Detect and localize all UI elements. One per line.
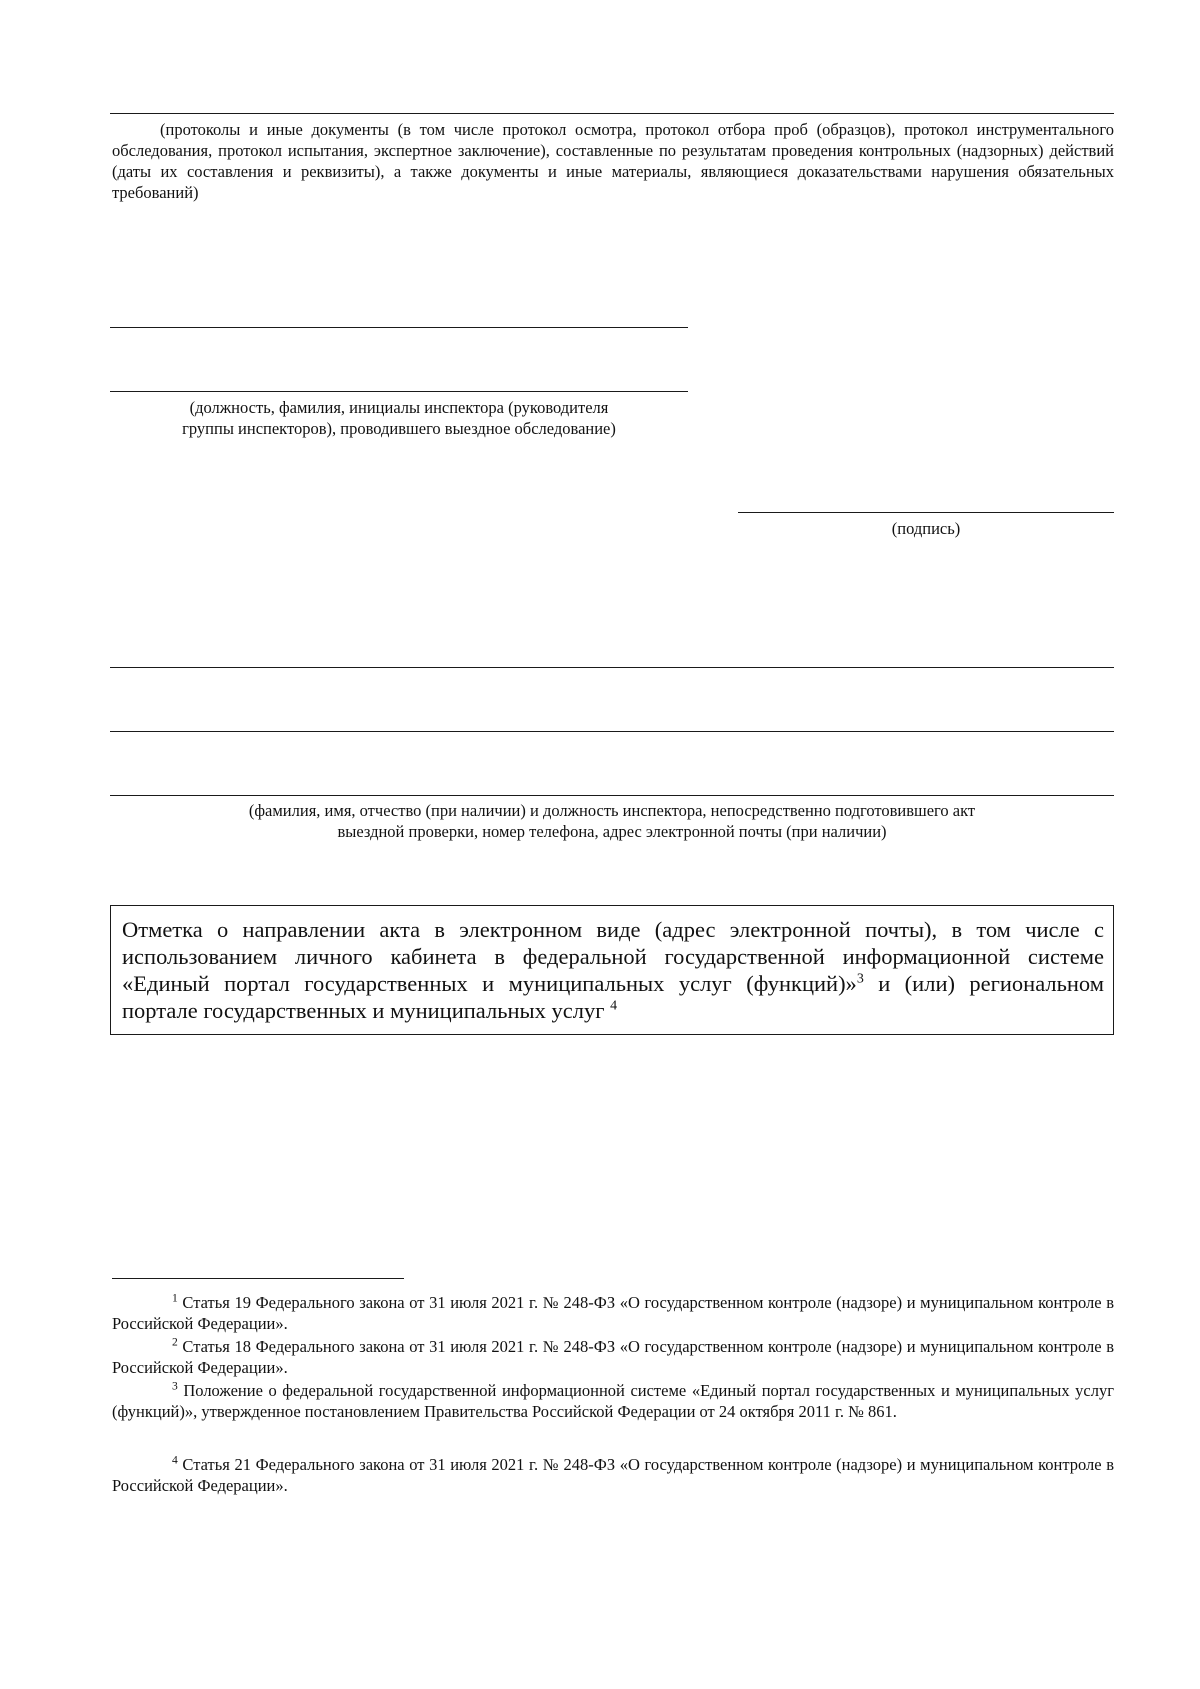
preparer-caption-line-2: выездной проверки, номер телефона, адрес электронной почты (при наличии) <box>337 822 887 841</box>
documents-line <box>110 113 1114 114</box>
footnote-number: 1 <box>172 1292 178 1305</box>
notice-footnote-ref-3: 3 <box>856 971 864 987</box>
footnote-separator <box>112 1278 404 1279</box>
footnote-text: Статья 18 Федерального закона от 31 июля 2021 г. № 248-ФЗ «О государственном контроле (надзоре) и муниципальном контроле в Российской Федерации». <box>112 1337 1114 1377</box>
footnote-3 <box>112 1380 1114 1422</box>
footnote-4 <box>112 1454 1114 1496</box>
footnote-text: Положение о федеральной государственной информационной системе «Единый портал государственных и муниципальных услуг (функций)», утвержденное постановлением Правительства Российской Федерации от 24 октября 2011 г. № 861. <box>112 1381 1114 1421</box>
notice-text-part-1: Отметка о направлении акта в электронном виде (адрес электронной почты), в том числе с использованием личного кабинета в федеральной государственной информационной системе «Единый портал государственных и муниципальных услуг (функций)» <box>122 917 1104 996</box>
preparer-line-2 <box>110 731 1114 732</box>
signature-line <box>738 512 1114 513</box>
footnote-number: 3 <box>172 1380 178 1393</box>
preparer-line-3 <box>110 795 1114 796</box>
inspector-caption-line-1: (должность, фамилия, инициалы инспектора (руководителя <box>189 398 609 417</box>
inspector-caption-line-2: группы инспекторов), проводившего выездное обследование) <box>182 419 616 438</box>
footnote-text: Статья 21 Федерального закона от 31 июля 2021 г. № 248-ФЗ «О государственном контроле (надзоре) и муниципальном контроле в Российской Федерации». <box>112 1455 1114 1495</box>
documents-caption: (протоколы и иные документы (в том числе протокол осмотра, протокол отбора проб (образцов), протокол инструментального обследования, протокол испытания, экспертное заключение), составленные по результатам проведения контрольных (надзорных) действий (даты их составления и реквизиты), а также документы и иные материалы, являющиеся доказательствами нарушения обязательных требований) <box>112 120 1114 202</box>
footnote-2 <box>112 1336 1114 1378</box>
footnote-1 <box>112 1292 1114 1334</box>
footnote-number: 2 <box>172 1336 178 1349</box>
preparer-caption <box>110 800 1114 842</box>
footnote-number: 4 <box>172 1454 178 1467</box>
preparer-caption-line-1: (фамилия, имя, отчество (при наличии) и должность инспектора, непосредственно подготовившего акт <box>248 801 976 820</box>
footnote-text: Статья 19 Федерального закона от 31 июля 2021 г. № 248-ФЗ «О государственном контроле (надзоре) и муниципальном контроле в Российской Федерации». <box>112 1293 1114 1333</box>
preparer-line-1 <box>110 667 1114 668</box>
inspector-line-1 <box>110 327 688 328</box>
inspector-line-2 <box>110 391 688 392</box>
signature-caption: (подпись) <box>891 519 961 538</box>
notice-footnote-ref-4: 4 <box>610 998 618 1014</box>
electronic-delivery-notice <box>110 905 1114 1035</box>
inspector-caption <box>110 397 688 439</box>
notice-text-part-2: и (или) региональном портале государственных и муниципальных услуг <box>122 971 1104 1023</box>
